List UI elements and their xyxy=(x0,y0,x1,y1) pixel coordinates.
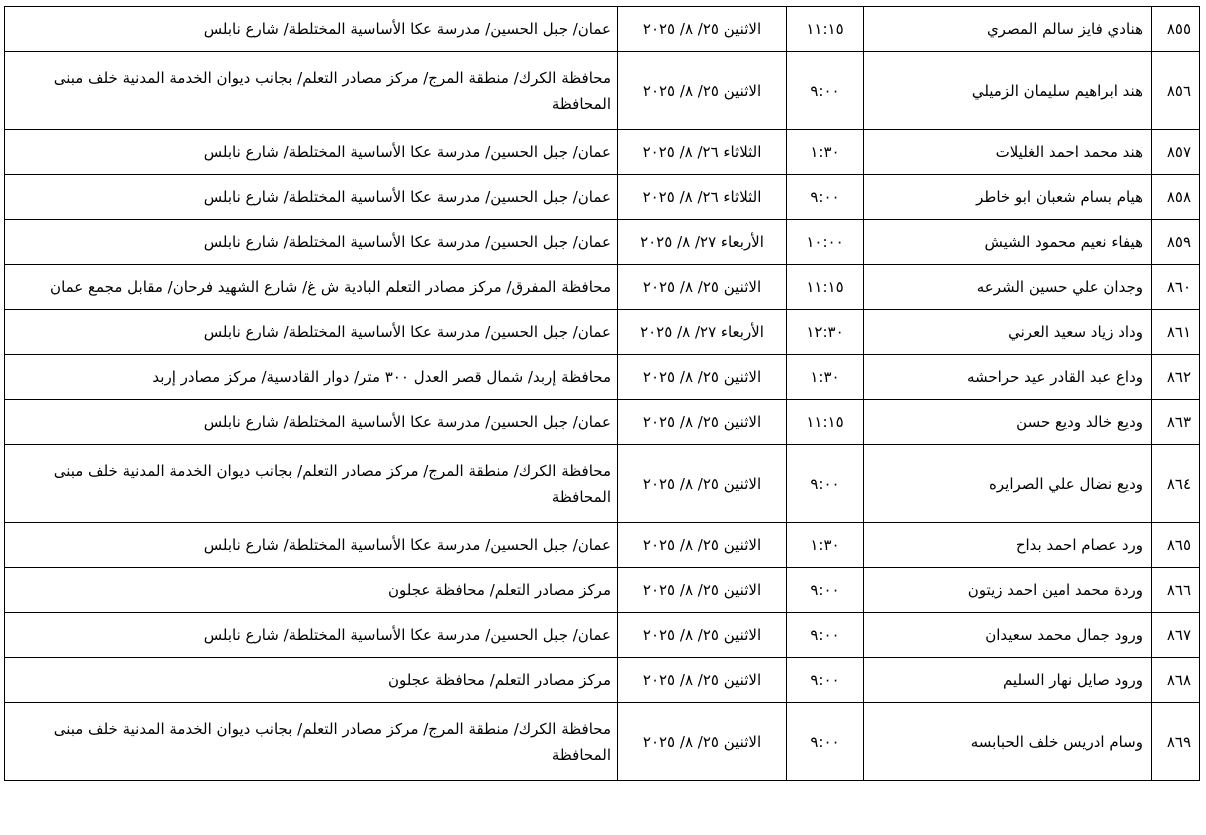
appointment-date: الأربعاء ٢٧/ ٨/ ٢٠٢٥ xyxy=(618,310,787,355)
table-row xyxy=(5,568,1200,613)
row-number: ٨٦٩ xyxy=(1152,703,1200,781)
table-row xyxy=(5,355,1200,400)
row-number: ٨٦٤ xyxy=(1152,445,1200,523)
person-name: ورود صايل نهار السليم xyxy=(864,658,1152,703)
person-name: ورود جمال محمد سعيدان xyxy=(864,613,1152,658)
appointment-date: الثلاثاء ٢٦/ ٨/ ٢٠٢٥ xyxy=(618,130,787,175)
schedule-table xyxy=(4,6,1200,781)
appointment-time: ١:٣٠ xyxy=(787,130,864,175)
table-row xyxy=(5,130,1200,175)
appointment-time: ٩:٠٠ xyxy=(787,175,864,220)
row-number: ٨٦٧ xyxy=(1152,613,1200,658)
person-name: هنادي فايز سالم المصري xyxy=(864,7,1152,52)
location: محافظة إربد/ شمال قصر العدل ٣٠٠ متر/ دوار القادسية/ مركز مصادر إربد xyxy=(5,355,618,400)
table-row xyxy=(5,310,1200,355)
appointment-time: ١١:١٥ xyxy=(787,400,864,445)
appointment-time: ٩:٠٠ xyxy=(787,52,864,130)
appointment-time: ١١:١٥ xyxy=(787,7,864,52)
appointment-time: ١٢:٣٠ xyxy=(787,310,864,355)
location: مركز مصادر التعلم/ محافظة عجلون xyxy=(5,568,618,613)
person-name: وديع نضال علي الصرايره xyxy=(864,445,1152,523)
table-row xyxy=(5,400,1200,445)
appointment-date: الاثنين ٢٥/ ٨/ ٢٠٢٥ xyxy=(618,613,787,658)
location: عمان/ جبل الحسين/ مدرسة عكا الأساسية المختلطة/ شارع نابلس xyxy=(5,400,618,445)
table-row xyxy=(5,445,1200,523)
table-row xyxy=(5,703,1200,781)
appointment-time: ١:٣٠ xyxy=(787,523,864,568)
appointment-date: الاثنين ٢٥/ ٨/ ٢٠٢٥ xyxy=(618,265,787,310)
person-name: وسام ادريس خلف الحبابسه xyxy=(864,703,1152,781)
row-number: ٨٦٥ xyxy=(1152,523,1200,568)
appointment-date: الاثنين ٢٥/ ٨/ ٢٠٢٥ xyxy=(618,52,787,130)
person-name: وردة محمد امين احمد زيتون xyxy=(864,568,1152,613)
appointment-time: ١٠:٠٠ xyxy=(787,220,864,265)
appointment-date: الاثنين ٢٥/ ٨/ ٢٠٢٥ xyxy=(618,523,787,568)
table-row xyxy=(5,658,1200,703)
table-row xyxy=(5,613,1200,658)
location: عمان/ جبل الحسين/ مدرسة عكا الأساسية المختلطة/ شارع نابلس xyxy=(5,220,618,265)
row-number: ٨٥٥ xyxy=(1152,7,1200,52)
appointment-date: الثلاثاء ٢٦/ ٨/ ٢٠٢٥ xyxy=(618,175,787,220)
person-name: هيام بسام شعبان ابو خاطر xyxy=(864,175,1152,220)
appointment-date: الاثنين ٢٥/ ٨/ ٢٠٢٥ xyxy=(618,703,787,781)
row-number: ٨٦٣ xyxy=(1152,400,1200,445)
row-number: ٨٥٦ xyxy=(1152,52,1200,130)
appointment-time: ٩:٠٠ xyxy=(787,568,864,613)
location: محافظة الكرك/ منطقة المرج/ مركز مصادر التعلم/ بجانب ديوان الخدمة المدنية خلف مبنى المحافظة xyxy=(5,703,618,781)
location: عمان/ جبل الحسين/ مدرسة عكا الأساسية المختلطة/ شارع نابلس xyxy=(5,175,618,220)
appointment-date: الاثنين ٢٥/ ٨/ ٢٠٢٥ xyxy=(618,568,787,613)
table-row xyxy=(5,265,1200,310)
table-row xyxy=(5,175,1200,220)
row-number: ٨٦٦ xyxy=(1152,568,1200,613)
row-number: ٨٦٢ xyxy=(1152,355,1200,400)
table-row xyxy=(5,523,1200,568)
appointment-time: ١١:١٥ xyxy=(787,265,864,310)
table-row xyxy=(5,7,1200,52)
appointment-time: ٩:٠٠ xyxy=(787,445,864,523)
person-name: وجدان علي حسين الشرعه xyxy=(864,265,1152,310)
location: عمان/ جبل الحسين/ مدرسة عكا الأساسية المختلطة/ شارع نابلس xyxy=(5,613,618,658)
table-row xyxy=(5,220,1200,265)
appointment-time: ٩:٠٠ xyxy=(787,658,864,703)
appointment-date: الاثنين ٢٥/ ٨/ ٢٠٢٥ xyxy=(618,355,787,400)
location: عمان/ جبل الحسين/ مدرسة عكا الأساسية المختلطة/ شارع نابلس xyxy=(5,7,618,52)
table-row xyxy=(5,52,1200,130)
row-number: ٨٦٠ xyxy=(1152,265,1200,310)
person-name: ورد عصام احمد بداح xyxy=(864,523,1152,568)
row-number: ٨٥٧ xyxy=(1152,130,1200,175)
location: محافظة المفرق/ مركز مصادر التعلم البادية ش غ/ شارع الشهيد فرحان/ مقابل مجمع عمان xyxy=(5,265,618,310)
appointment-date: الاثنين ٢٥/ ٨/ ٢٠٢٥ xyxy=(618,400,787,445)
row-number: ٨٥٨ xyxy=(1152,175,1200,220)
location: عمان/ جبل الحسين/ مدرسة عكا الأساسية المختلطة/ شارع نابلس xyxy=(5,310,618,355)
appointment-date: الاثنين ٢٥/ ٨/ ٢٠٢٥ xyxy=(618,658,787,703)
appointment-time: ٩:٠٠ xyxy=(787,613,864,658)
location: عمان/ جبل الحسين/ مدرسة عكا الأساسية المختلطة/ شارع نابلس xyxy=(5,130,618,175)
location: محافظة الكرك/ منطقة المرج/ مركز مصادر التعلم/ بجانب ديوان الخدمة المدنية خلف مبنى المحافظة xyxy=(5,52,618,130)
location: عمان/ جبل الحسين/ مدرسة عكا الأساسية المختلطة/ شارع نابلس xyxy=(5,523,618,568)
row-number: ٨٦١ xyxy=(1152,310,1200,355)
location: مركز مصادر التعلم/ محافظة عجلون xyxy=(5,658,618,703)
appointment-time: ١:٣٠ xyxy=(787,355,864,400)
person-name: وديع خالد وديع حسن xyxy=(864,400,1152,445)
person-name: وداع عبد القادر عيد حراحشه xyxy=(864,355,1152,400)
row-number: ٨٦٨ xyxy=(1152,658,1200,703)
appointment-date: الاثنين ٢٥/ ٨/ ٢٠٢٥ xyxy=(618,445,787,523)
person-name: هند ابراهيم سليمان الزميلي xyxy=(864,52,1152,130)
person-name: هند محمد احمد الغليلات xyxy=(864,130,1152,175)
appointment-date: الأربعاء ٢٧/ ٨/ ٢٠٢٥ xyxy=(618,220,787,265)
location: محافظة الكرك/ منطقة المرج/ مركز مصادر التعلم/ بجانب ديوان الخدمة المدنية خلف مبنى المحافظة xyxy=(5,445,618,523)
row-number: ٨٥٩ xyxy=(1152,220,1200,265)
person-name: هيفاء نعيم محمود الشيش xyxy=(864,220,1152,265)
appointment-date: الاثنين ٢٥/ ٨/ ٢٠٢٥ xyxy=(618,7,787,52)
schedule-table-wrapper xyxy=(4,6,1200,781)
person-name: وداد زياد سعيد العرني xyxy=(864,310,1152,355)
appointment-time: ٩:٠٠ xyxy=(787,703,864,781)
